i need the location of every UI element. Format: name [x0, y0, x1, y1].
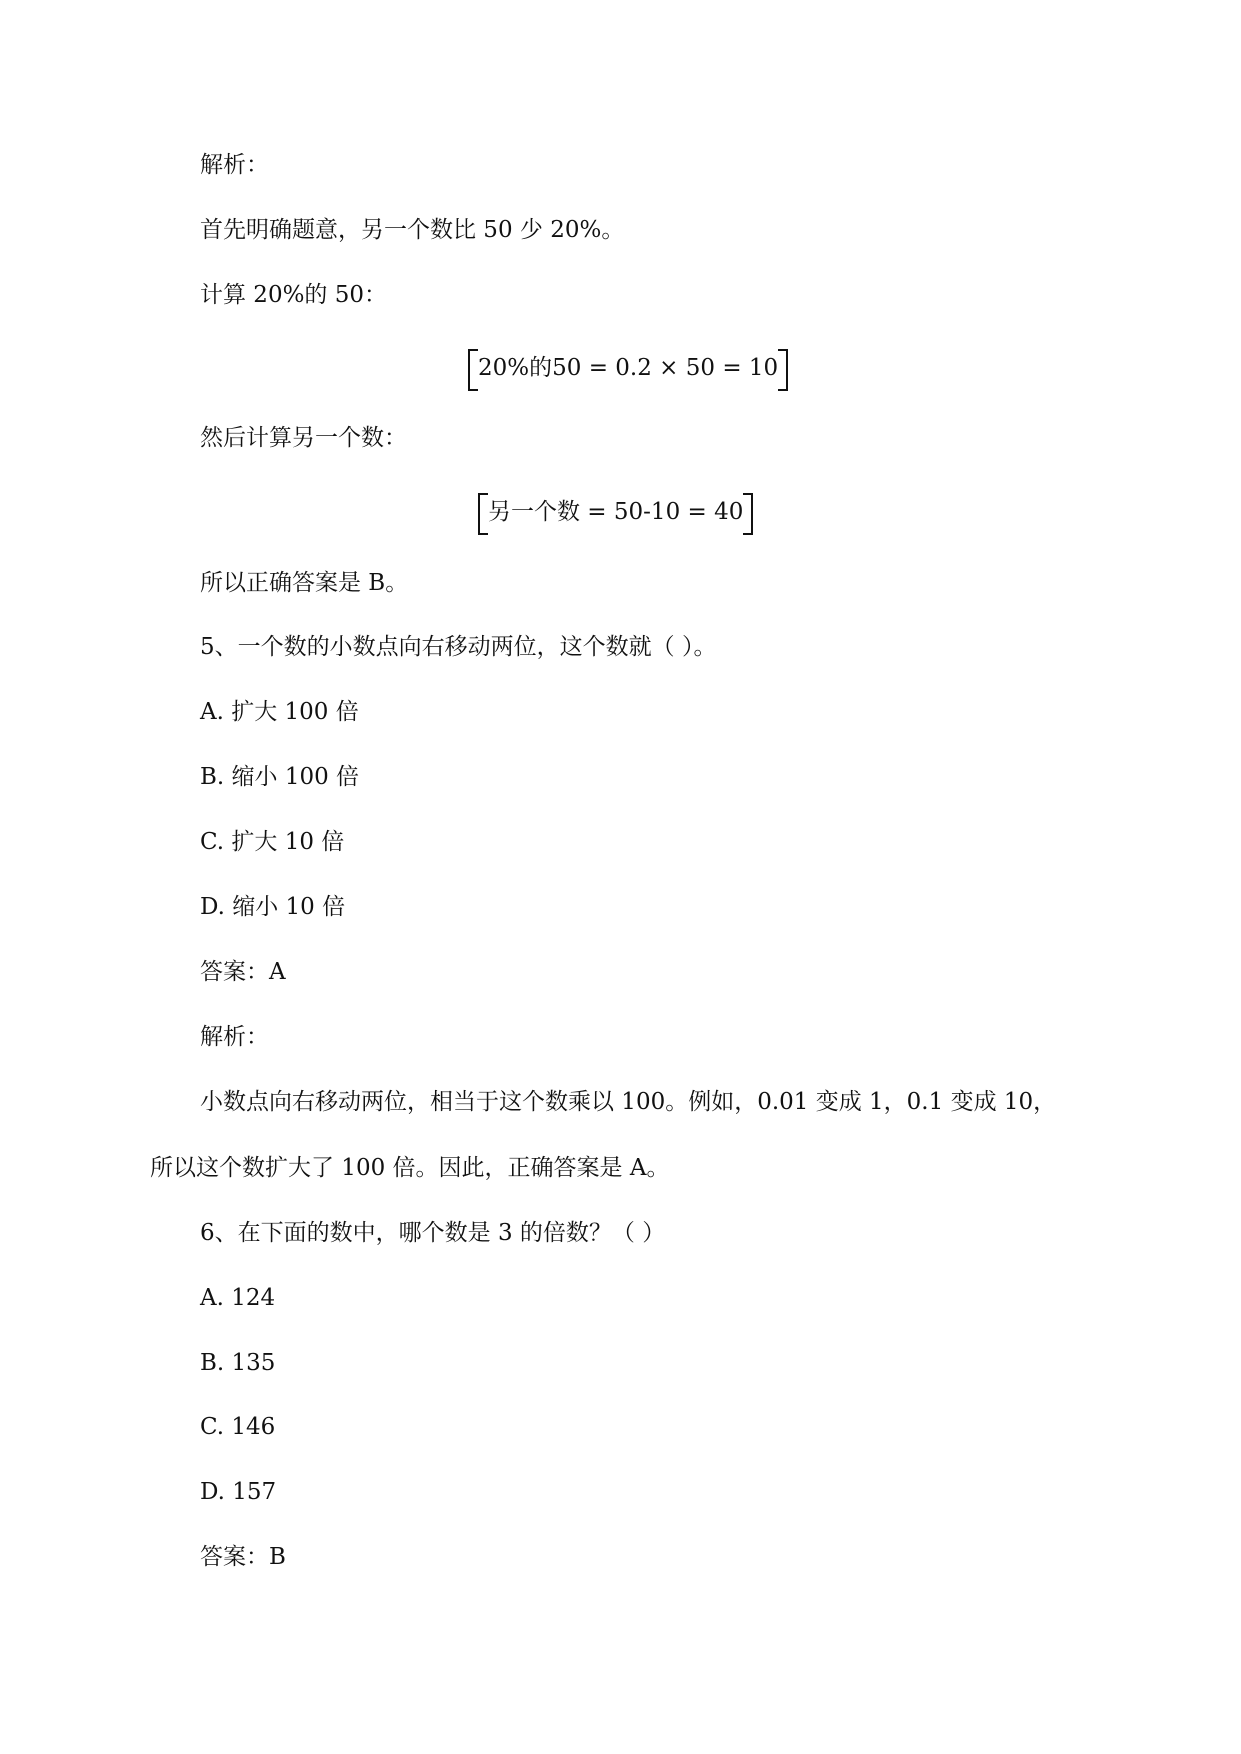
- option-c: C. 扩大 10 倍: [200, 829, 345, 855]
- option-b: B. 135: [200, 1350, 276, 1376]
- analysis-text: 然后计算另一个数：: [200, 425, 407, 451]
- analysis-text: 首先明确题意，另一个数比 50 少 20%。: [200, 217, 625, 243]
- question-5: 5、一个数的小数点向右移动两位，这个数就（ ）。: [200, 634, 717, 660]
- option-b: B. 缩小 100 倍: [200, 764, 360, 790]
- question-6: 6、在下面的数中，哪个数是 3 的倍数？（ ）: [200, 1220, 666, 1246]
- option-d: D. 157: [200, 1479, 277, 1505]
- analysis-heading: 解析：: [200, 1024, 269, 1050]
- analysis-heading: 解析：: [200, 152, 269, 178]
- analysis-text: 所以这个数扩大了 100 倍。因此，正确答案是 A。: [150, 1155, 670, 1181]
- answer: 答案：A: [200, 959, 286, 985]
- left-bracket: [468, 349, 478, 391]
- option-c: C. 146: [200, 1414, 276, 1440]
- analysis-text: 计算 20%的 50：: [200, 282, 388, 308]
- equation-text: 另一个数 = 50-10 = 40: [488, 499, 744, 525]
- analysis-conclusion: 所以正确答案是 B。: [200, 570, 409, 596]
- equation-2: [488, 497, 743, 527]
- equation-1: [478, 353, 778, 383]
- option-d: D. 缩小 10 倍: [200, 894, 346, 920]
- right-bracket: [778, 349, 788, 391]
- equation-text: 20%的50 = 0.2 × 50 = 10: [478, 355, 779, 381]
- option-a: A. 124: [200, 1285, 276, 1311]
- answer: 答案：B: [200, 1544, 286, 1570]
- option-a: A. 扩大 100 倍: [200, 699, 359, 725]
- right-bracket: [743, 493, 753, 535]
- left-bracket: [478, 493, 488, 535]
- analysis-text: 小数点向右移动两位，相当于这个数乘以 100。例如，0.01 变成 1，0.1 变成 10，: [200, 1089, 1057, 1115]
